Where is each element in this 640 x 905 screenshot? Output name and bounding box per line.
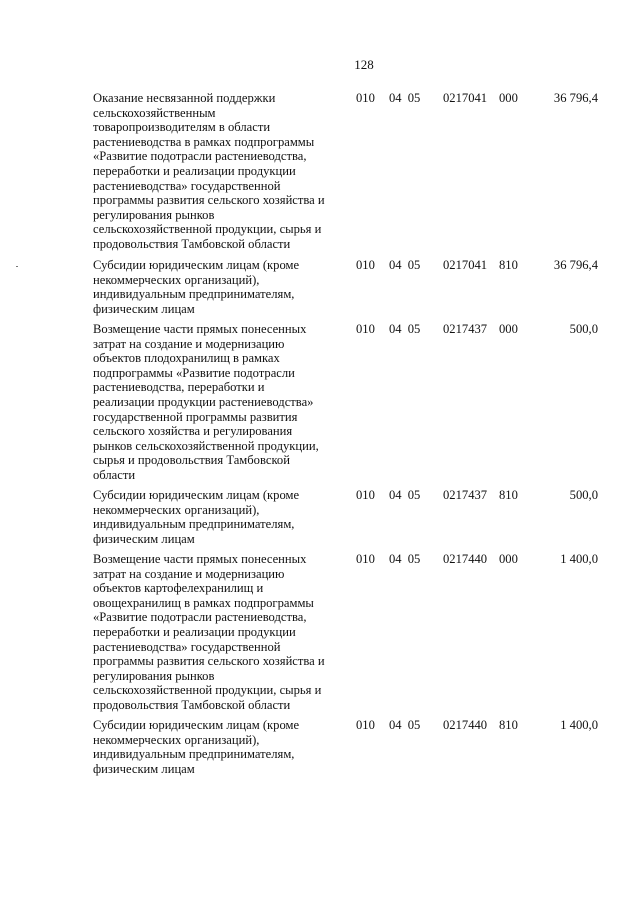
target-code: 0217437 [443, 322, 488, 336]
amount: 500,0 [569, 488, 598, 502]
target-code: 0217041 [443, 258, 488, 272]
section-code: 04 05 [389, 552, 421, 566]
section-code: 04 05 [389, 488, 421, 502]
row-description: Возмещение части прямых понесенных затрат на создание и модернизацию объектов картофелехранилищ и овощехранилищ в рамках подпрограммы «Развитие подотрасли растениеводства, переработки и реализации продукции растениеводства» государственной программы развития сельского хозяйства и регулирования рынков сельскохозяйственной продукции, сырья и продовольствия Тамбовской области [93, 552, 325, 712]
target-code: 0217437 [443, 488, 488, 502]
target-code: 0217440 [443, 718, 488, 732]
admin-code: 010 [356, 91, 375, 105]
expense-type-code: 810 [499, 258, 518, 272]
section-code: 04 05 [389, 91, 421, 105]
admin-code: 010 [356, 258, 375, 272]
section-code: 04 05 [389, 322, 421, 336]
row-description: Возмещение части прямых понесенных затрат на создание и модернизацию объектов плодохранилищ в рамках подпрограммы «Развитие подотрасли растениеводства, переработки и реализации продукции растениеводства» государственной программы развития сельского хозяйства и регулирования рынков сельскохозяйственной продукции, сырья и продовольствия Тамбовской области [93, 322, 319, 482]
row-description: Оказание несвязанной поддержки сельскохозяйственным товаропроизводителям в области растениеводства в рамках подпрограммы «Развитие подотрасли растениеводства, переработки и реализации продукции растениеводства» государственной программы развития сельского хозяйства и регулирования рынков сельскохозяйственной продукции, сырья и продовольствия Тамбовской области [93, 91, 325, 251]
row-description: Субсидии юридическим лицам (кроме некоммерческих организаций), индивидуальным предпринимателям, физическим лицам [93, 488, 300, 546]
amount: 36 796,4 [553, 91, 598, 105]
row-description: Субсидии юридическим лицам (кроме некоммерческих организаций), индивидуальным предпринимателям, физическим лицам [93, 258, 300, 316]
expense-type-code: 000 [499, 552, 518, 566]
amount: 500,0 [569, 322, 598, 336]
target-code: 0217440 [443, 552, 488, 566]
amount: 1 400,0 [560, 552, 598, 566]
admin-code: 010 [356, 488, 375, 502]
expense-type-code: 000 [499, 91, 518, 105]
expense-type-code: 000 [499, 322, 518, 336]
amount: 36 796,4 [553, 258, 598, 272]
section-code: 04 05 [389, 258, 421, 272]
amount: 1 400,0 [560, 718, 598, 732]
row-description: Субсидии юридическим лицам (кроме некоммерческих организаций), индивидуальным предпринимателям, физическим лицам [93, 718, 300, 776]
admin-code: 010 [356, 322, 375, 336]
admin-code: 010 [356, 718, 375, 732]
expense-type-code: 810 [499, 718, 518, 732]
section-code: 04 05 [389, 718, 421, 732]
expense-type-code: 810 [499, 488, 518, 502]
admin-code: 010 [356, 552, 375, 566]
scan-artifact [16, 266, 18, 267]
page-number: 128 [354, 57, 374, 72]
target-code: 0217041 [443, 91, 488, 105]
